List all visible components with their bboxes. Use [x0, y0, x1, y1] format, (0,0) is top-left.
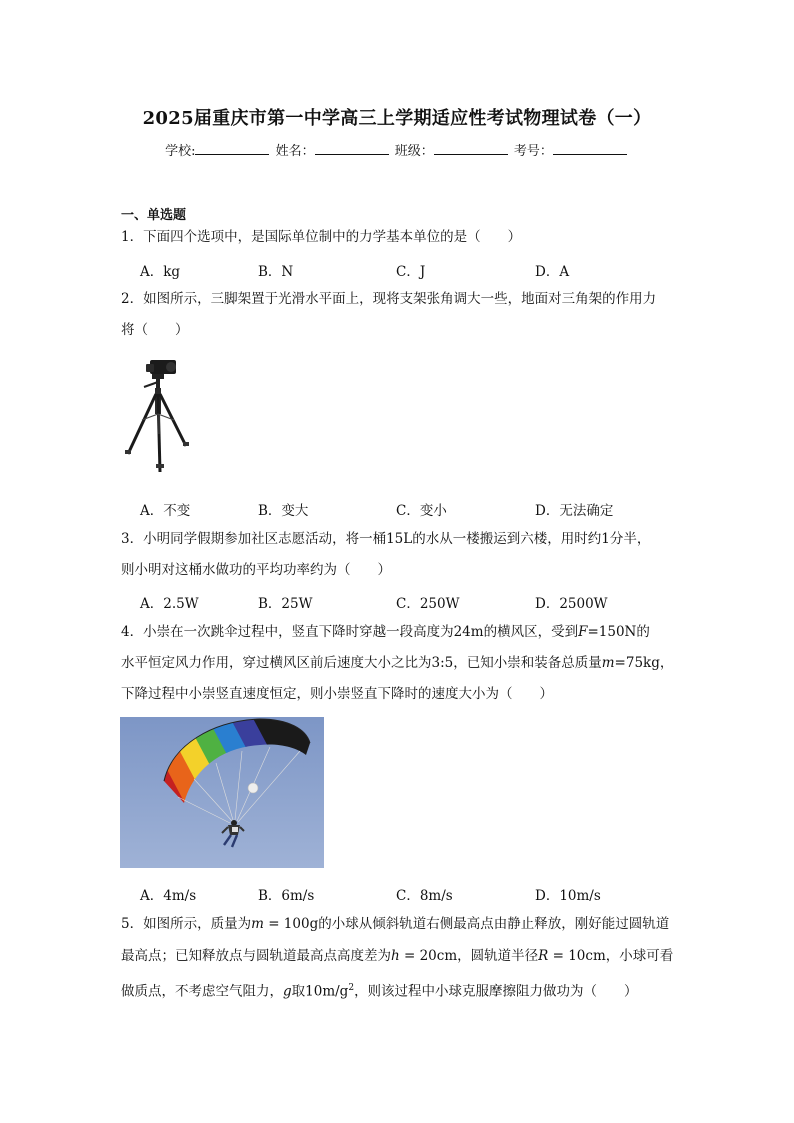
q5-text-c: 最高点；已知释放点与圆轨道最高点高度差为	[121, 948, 391, 964]
option-d: D．无法确定	[535, 503, 614, 519]
name-label: 姓名：	[275, 144, 315, 159]
question-1-options	[140, 260, 700, 280]
q5-text-h: ，则该过程中小球克服摩擦阻力做功为（ ）	[354, 983, 638, 1000]
class-label: 班级：	[394, 144, 434, 159]
q5-text-a: 5．如图所示，质量为	[121, 916, 252, 932]
q5-var-h: h	[391, 948, 400, 964]
school-label: 学校:	[165, 144, 196, 159]
option-a: A．4m/s	[140, 888, 197, 904]
parachute-image	[120, 717, 324, 868]
question-5-line-3	[121, 972, 681, 1008]
school-blank	[195, 142, 269, 155]
option-d: D．2500W	[535, 596, 608, 612]
q4-var-f: F	[578, 624, 588, 640]
q5-sup: 2	[348, 983, 355, 993]
question-4	[121, 617, 681, 710]
question-4-line-3: 下降过程中小崇竖直速度恒定，则小崇竖直下降时的速度大小为（ ）	[121, 686, 553, 702]
question-3-line-2: 则小明对这桶水做功的平均功率约为（ ）	[121, 562, 391, 578]
question-3	[121, 524, 681, 586]
exam-no-label: 考号：	[513, 144, 553, 159]
q5-var-m: m	[251, 916, 264, 932]
exam-no-blank	[553, 142, 627, 155]
option-b: B．变大	[258, 503, 309, 519]
question-2-line-2: 将（ ）	[121, 322, 189, 338]
question-2-options	[140, 499, 700, 519]
option-a: A．不变	[140, 503, 191, 519]
option-b: B．N	[258, 264, 294, 280]
q4-text-a: 4．小崇在一次跳伞过程中，竖直下降时穿越一段高度为24m的横风区，受到	[121, 624, 579, 640]
question-5-line-2	[121, 940, 681, 972]
option-c: C．变小	[396, 503, 447, 519]
option-c: C．J	[396, 264, 426, 280]
q4-var-m: m	[601, 655, 615, 671]
option-a: A．kg	[140, 264, 181, 280]
question-4-options	[140, 884, 700, 904]
q5-text-b: = 100g的小球从倾斜轨道右侧最高点由静止释放，刚好能过圆轨道	[263, 916, 670, 932]
question-1	[121, 222, 681, 253]
page-title: 2025届重庆市第一中学高三上学期适应性考试物理试卷（一）	[142, 108, 652, 129]
q5-var-r: R	[538, 948, 549, 964]
q4-text-c: 水平恒定风力作用，穿过横风区前后速度大小之比为3:5，已知小崇和装备总质量	[121, 655, 602, 671]
name-blank	[315, 142, 389, 155]
q4-text-d: =75kg，	[614, 655, 674, 671]
option-d: D．10m/s	[535, 888, 601, 904]
q5-text-d: = 20cm，圆轨道半径	[399, 948, 539, 964]
q4-text-b: =150N的	[587, 624, 650, 640]
student-info-row	[0, 140, 794, 159]
option-c: C．8m/s	[396, 888, 453, 904]
question-5	[121, 908, 681, 1008]
q5-text-f: 做质点，不考虑空气阻力，	[121, 983, 283, 1000]
question-1-text: 1．下面四个选项中，是国际单位制中的力学基本单位的是（ ）	[121, 229, 522, 245]
question-2-line-1: 2．如图所示，三脚架置于光滑水平面上，现将支架张角调大一些，地面对三角架的作用力	[121, 291, 657, 307]
section-title: 一、单选题	[121, 208, 187, 223]
question-4-line-2	[121, 648, 681, 679]
option-a: A．2.5W	[140, 596, 199, 612]
option-d: D．A	[535, 264, 570, 280]
tripod-camera-image	[122, 354, 192, 478]
q5-text-e: = 10cm，小球可看	[548, 948, 674, 964]
question-5-line-1	[121, 908, 681, 940]
question-2	[121, 284, 681, 346]
q5-var-g: g	[283, 983, 292, 1000]
option-b: B．25W	[258, 596, 313, 612]
class-blank	[434, 142, 508, 155]
q5-text-g: 取10m/g	[291, 983, 349, 1000]
question-3-options	[140, 592, 700, 612]
option-b: B．6m/s	[258, 888, 315, 904]
option-c: C．250W	[396, 596, 460, 612]
question-3-line-1: 3．小明同学假期参加社区志愿活动，将一桶15L的水从一楼搬运到六楼，用时约1分半，	[121, 531, 651, 547]
question-4-line-1	[121, 617, 681, 648]
